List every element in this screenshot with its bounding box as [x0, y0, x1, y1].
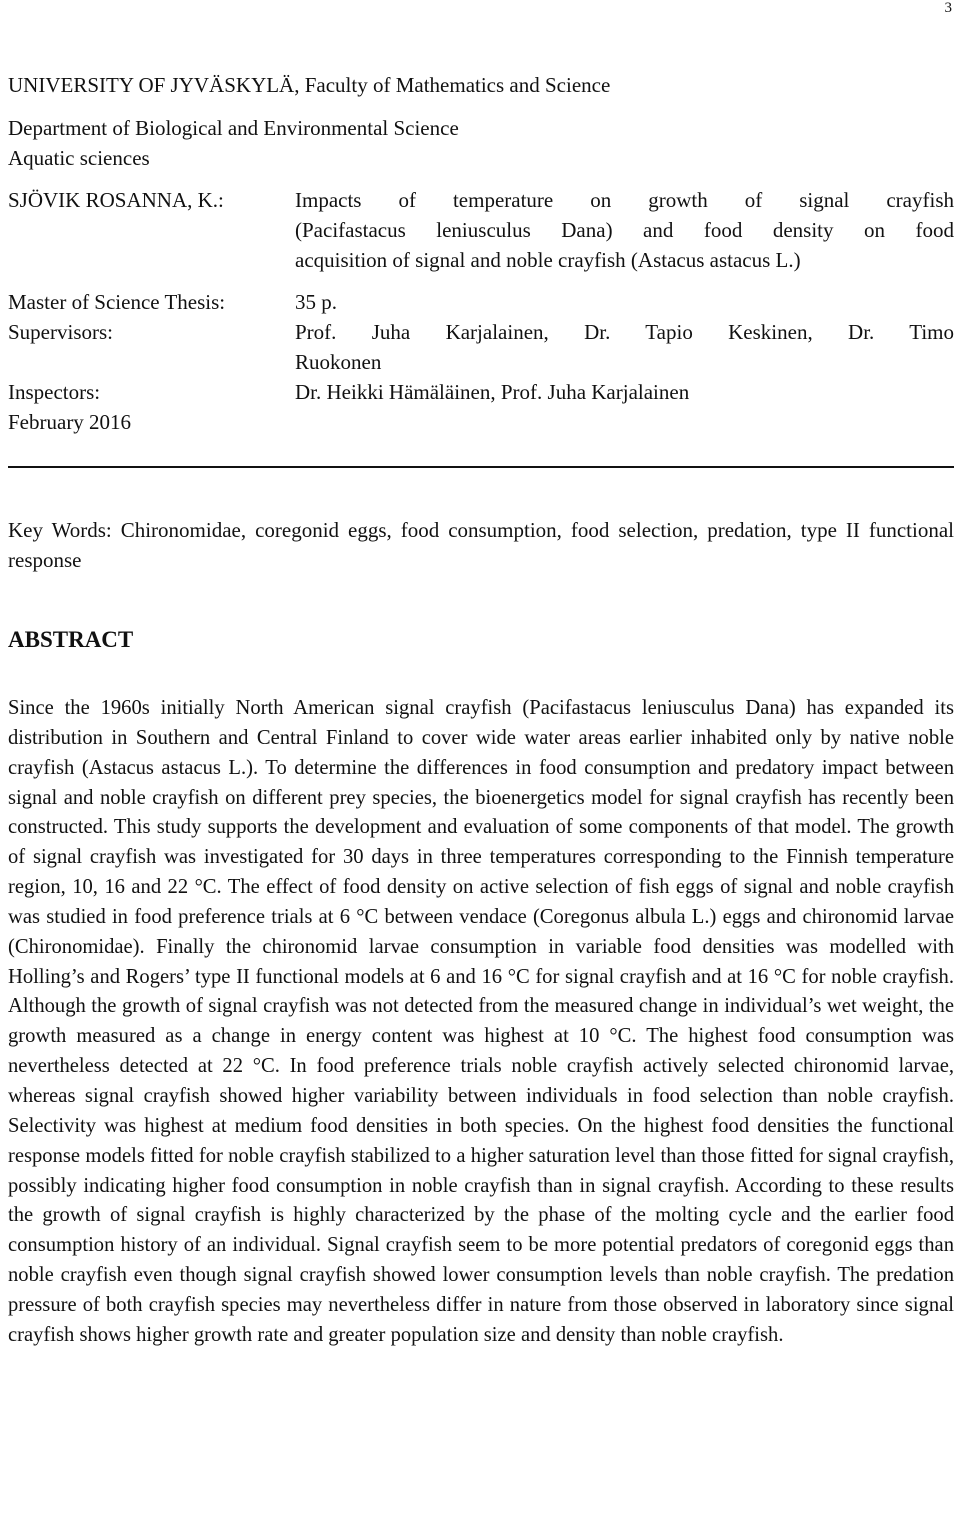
thesis-type-label: Master of Science Thesis: [8, 290, 226, 314]
thesis-pages: 35 p. [295, 290, 337, 314]
thesis-title-line: Impacts of temperature on growth of signal crayfish [295, 188, 954, 212]
supervisors-line: Prof. Juha Karjalainen, Dr. Tapio Keskinen, Dr. Timo [295, 320, 954, 344]
thesis-type-row [8, 287, 954, 317]
university-line: UNIVERSITY OF JYVÄSKYLÄ, Faculty of Mathematics and Science [8, 73, 611, 97]
inspectors-label: Inspectors: [8, 380, 101, 404]
supervisors-line: Ruokonen [295, 350, 382, 374]
page-number: 3 [944, 0, 952, 16]
inspectors-value: Dr. Heikki Hämäläinen, Prof. Juha Karjalainen [295, 380, 690, 404]
supervisors-value [295, 317, 954, 377]
abstract-heading: ABSTRACT [8, 627, 134, 652]
abstract-body: Since the 1960s initially North American signal crayfish (Pacifastacus leniusculus Dana) has expanded its distribution in Southern and Central Finland to cover wide water areas earlier inhabited only by native noble crayfish (Astacus astacus L.). To determine the differences in food consumption and predatory impact between signal and noble crayfish on different prey species, the bioenergetics model for signal crayfish has recently been constructed. This study supports the development and evaluation of some components of that model. The growth of signal crayfish was investigated for 30 days in three temperatures corresponding to the Finnish temperature region, 10, 16 and 22 °C. The effect of food density on active selection of fish eggs of signal and noble crayfish was studied in food preference trials at 6 °C between vendace (Coregonus albula L.) eggs and chironomid larvae (Chironomidae). Finally the chironomid larvae consumption in variable food densities was modelled with Holling’s and Rogers’ type II functional models at 6 and 16 °C for signal crayfish and at 16 °C for noble crayfish. Although the growth of signal crayfish was not detected from the measured change in individual’s wet weight, the growth measured as a change in energy content was highest at 10 °C. The highest food consumption was nevertheless detected at 22 °C. In food preference trials noble crayfish actively selected chironomid larvae, whereas signal crayfish showed higher variability between individuals in food selection than noble crayfish. Selectivity was highest at medium food densities in both species. On the highest food densities the functional response models fitted for noble crayfish stabilized to a higher saturation level than those fitted for signal crayfish, possibly indicating higher food consumption in noble crayfish than in signal crayfish. According to these results the growth of signal crayfish is highly characterized by the phase of the molting cycle and the earlier food consumption history of an individual. Signal crayfish seem to be more potential predators of coregonid eggs than noble crayfish even though signal crayfish showed lower consumption levels than noble crayfish. The predation pressure of both crayfish species may nevertheless differ in nature from those observed in laboratory since signal crayfish shows higher growth rate and greater population size and density than noble crayfish. [8, 697, 954, 1346]
thesis-title [295, 185, 954, 275]
thesis-title-block [8, 185, 954, 277]
supervisors-label: Supervisors: [8, 320, 113, 344]
subject-line: Aquatic sciences [8, 146, 150, 170]
thesis-title-line: (Pacifastacus leniusculus Dana) and food density on food [295, 218, 954, 242]
supervisors-row [8, 317, 954, 377]
department-line: Department of Biological and Environmental Science [8, 116, 459, 140]
divider [8, 466, 954, 468]
author-label: SJÖVIK ROSANNA, K.: [8, 188, 224, 212]
keywords: Key Words: Chironomidae, coregonid eggs, food consumption, food selection, predation, type II functional response [8, 518, 954, 572]
thesis-title-line: acquisition of signal and noble crayfish (Astacus astacus L.) [295, 248, 801, 272]
thesis-date: February 2016 [8, 410, 132, 434]
inspectors-row [8, 377, 954, 407]
